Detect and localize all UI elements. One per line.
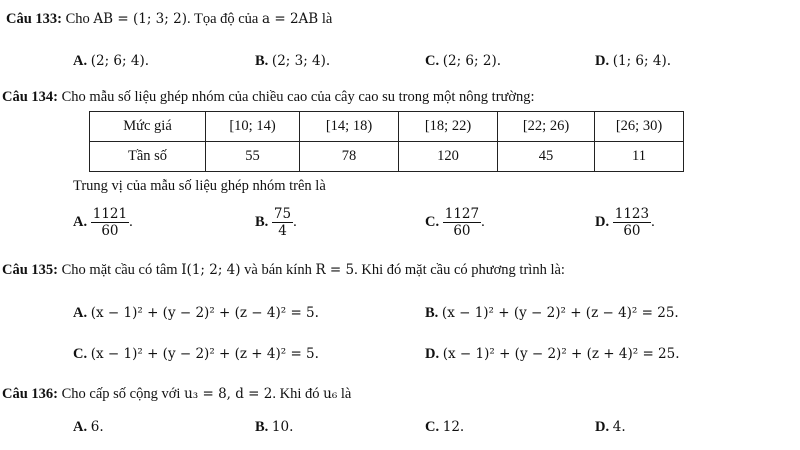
table-row xyxy=(90,142,684,172)
option-letter: C. xyxy=(425,419,440,435)
option-tail: . xyxy=(481,213,485,230)
table-cell: 11 xyxy=(595,142,684,172)
question-133-vector-eq: AB = (1; 3; 2) xyxy=(93,11,187,27)
question-134-option-d[interactable] xyxy=(595,206,655,239)
question-134-text: Cho mẫu số liệu ghép nhóm của chiều cao của cây cao su trong một nông trường: xyxy=(61,89,535,105)
question-136-stem xyxy=(2,386,351,403)
option-value: (x − 1)² + (y − 2)² + (z − 4)² = 5. xyxy=(90,305,319,321)
option-tail: . xyxy=(293,213,297,230)
question-136-text-3: là xyxy=(340,386,352,402)
option-letter: A. xyxy=(73,419,88,435)
question-134-option-b[interactable] xyxy=(255,206,297,239)
question-133-text-2: . Tọa độ của xyxy=(186,11,259,27)
question-136-text-2: . Khi đó xyxy=(272,386,320,402)
table-row xyxy=(90,112,684,142)
frequency-table xyxy=(89,111,684,172)
question-134-subtext: Trung vị của mẫu số liệu ghép nhóm trên là xyxy=(73,178,326,194)
table-cell: [18; 22) xyxy=(399,112,498,142)
option-letter: D. xyxy=(595,53,610,69)
question-136-option-c[interactable] xyxy=(425,419,464,436)
question-136-condition: u₃ = 8, d = 2 xyxy=(184,386,273,402)
option-letter: C. xyxy=(73,346,88,362)
option-value: 4. xyxy=(612,419,626,435)
option-letter: A. xyxy=(73,53,88,69)
question-135-option-c[interactable] xyxy=(73,346,319,363)
question-136-option-a[interactable] xyxy=(73,419,104,436)
fraction xyxy=(443,206,481,239)
question-136-option-b[interactable] xyxy=(255,419,293,436)
table-cell: 120 xyxy=(399,142,498,172)
question-136-option-d[interactable] xyxy=(595,419,626,436)
fraction-numerator: 1121 xyxy=(92,206,128,222)
question-133-option-b[interactable] xyxy=(255,53,330,70)
fraction-denominator: 4 xyxy=(278,223,287,239)
question-134-option-a[interactable] xyxy=(73,206,133,239)
question-136-label: Câu 136: xyxy=(2,386,58,402)
fraction-denominator: 60 xyxy=(453,223,471,239)
table-cell: [26; 30) xyxy=(595,112,684,142)
question-133-text-1: Cho xyxy=(65,11,90,27)
table-cell: 55 xyxy=(206,142,300,172)
option-letter: A. xyxy=(73,213,88,230)
fraction-denominator: 60 xyxy=(623,223,641,239)
question-135-radius: R = 5 xyxy=(315,262,355,278)
fraction xyxy=(272,206,293,239)
option-letter: D. xyxy=(595,213,610,230)
fraction-numerator: 1123 xyxy=(614,206,650,222)
question-135-stem xyxy=(2,262,565,279)
option-letter: A. xyxy=(73,305,88,321)
question-133-text-3: là xyxy=(321,11,333,27)
fraction xyxy=(91,206,129,239)
option-value: (2; 3; 4). xyxy=(271,53,331,69)
fraction-numerator: 1127 xyxy=(444,206,480,222)
option-value: 10. xyxy=(271,419,294,435)
option-letter: C. xyxy=(425,213,440,230)
fraction-denominator: 60 xyxy=(101,223,119,239)
table-cell: [14; 18) xyxy=(300,112,399,142)
question-135-option-d[interactable] xyxy=(425,346,680,363)
option-tail: . xyxy=(129,213,133,230)
option-letter: B. xyxy=(255,213,269,230)
option-value: (2; 6; 2). xyxy=(442,53,502,69)
question-134-option-c[interactable] xyxy=(425,206,485,239)
question-133-label: Câu 133: xyxy=(6,11,62,27)
option-value: (2; 6; 4). xyxy=(90,53,150,69)
fraction-numerator: 75 xyxy=(273,206,292,222)
table-cell: 45 xyxy=(498,142,595,172)
question-133-option-c[interactable] xyxy=(425,53,501,70)
question-135-option-b[interactable] xyxy=(425,305,679,322)
question-135-center: I(1; 2; 4) xyxy=(181,262,241,278)
option-letter: C. xyxy=(425,53,440,69)
question-134-stem xyxy=(2,89,535,106)
option-value: (1; 6; 4). xyxy=(612,53,672,69)
question-133-vector-a: a = 2AB xyxy=(262,11,319,27)
question-135-text-1: Cho mặt cầu có tâm xyxy=(61,262,178,278)
question-136-target: u₆ xyxy=(323,386,338,402)
question-134-label: Câu 134: xyxy=(2,89,58,105)
option-letter: D. xyxy=(595,419,610,435)
option-value: 12. xyxy=(442,419,465,435)
question-133-stem xyxy=(6,11,332,28)
question-136-text-1: Cho cấp số cộng với xyxy=(61,386,181,402)
question-135-text-3: . Khi đó mặt cầu có phương trình là: xyxy=(354,262,565,278)
table-cell: [10; 14) xyxy=(206,112,300,142)
question-135-label: Câu 135: xyxy=(2,262,58,278)
option-letter: D. xyxy=(425,346,440,362)
option-value: (x − 1)² + (y − 2)² + (z + 4)² = 5. xyxy=(90,346,319,362)
table-cell: [22; 26) xyxy=(498,112,595,142)
option-letter: B. xyxy=(425,305,439,321)
option-letter: B. xyxy=(255,53,269,69)
table-cell: Mức giá xyxy=(90,112,206,142)
option-value: 6. xyxy=(90,419,104,435)
option-letter: B. xyxy=(255,419,269,435)
fraction xyxy=(613,206,651,239)
option-value: (x − 1)² + (y − 2)² + (z − 4)² = 25. xyxy=(441,305,679,321)
option-tail: . xyxy=(651,213,655,230)
question-135-option-a[interactable] xyxy=(73,305,319,322)
table-cell: Tần số xyxy=(90,142,206,172)
question-133-option-d[interactable] xyxy=(595,53,671,70)
question-133-option-a[interactable] xyxy=(73,53,149,70)
table-cell: 78 xyxy=(300,142,399,172)
question-135-text-2: và bán kính xyxy=(244,262,312,278)
option-value: (x − 1)² + (y − 2)² + (z + 4)² = 25. xyxy=(442,346,680,362)
